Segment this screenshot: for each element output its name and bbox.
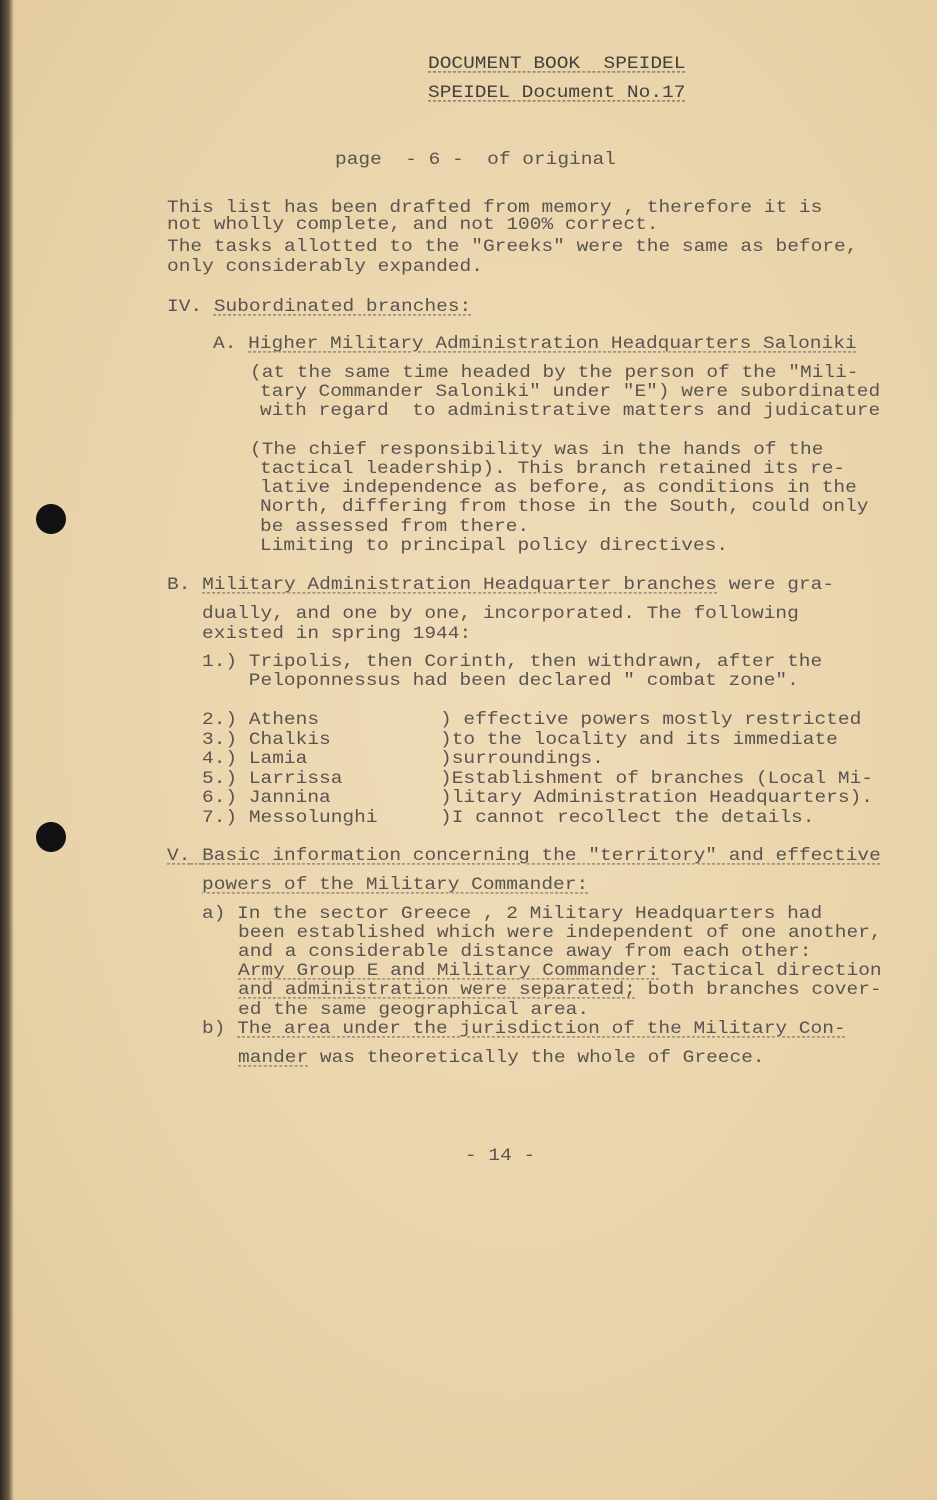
underlined-text: mander: [238, 1047, 309, 1068]
branch-item: [202, 769, 342, 787]
paragraph-line: dually, and one by one, incorporated. The following: [202, 603, 799, 624]
branch-place: Athens: [248, 709, 320, 730]
underlined-text: Army Group E and Military Commander:: [238, 960, 660, 981]
underlined-text: and administration were separated;: [238, 979, 636, 1000]
list-item-1: 1.) Tripolis, then Corinth, then withdrawn, after the: [202, 651, 823, 672]
branch-number: 5.): [202, 767, 238, 789]
paragraph-line: [238, 980, 882, 998]
punch-hole: [36, 822, 66, 852]
paragraph-line: North, differing from those in the South, could only: [260, 496, 869, 517]
paragraph-line: lative independence as before, as conditions in the: [260, 477, 857, 498]
paragraph-line: [238, 961, 882, 979]
branch-note: )litary Administration Headquarters).: [440, 787, 873, 808]
branch-number: 2.): [202, 709, 238, 730]
branch-item: [202, 749, 307, 767]
section-number: IV.: [167, 296, 203, 317]
item-text: Tactical direction: [659, 960, 882, 981]
branch-place: Lamia: [248, 748, 308, 769]
branch-item: [202, 730, 331, 748]
branch-place: Jannina: [248, 787, 331, 808]
subsection-title: Higher Military Administration Headquarters Saloniki: [248, 333, 857, 354]
branch-note: )Establishment of branches (Local Mi-: [440, 767, 873, 789]
branch-note: )to the locality and its immediate: [440, 728, 838, 749]
item-text: both branches cover-: [635, 979, 882, 1000]
branch-number: 4.): [202, 748, 238, 769]
page-reference: page - 6 - of original: [335, 149, 616, 170]
item-a: [202, 904, 822, 922]
intro-line: only considerably expanded.: [167, 256, 483, 277]
branch-note: )surroundings.: [440, 748, 604, 769]
paragraph-line: and a considerable distance away from each other:: [238, 941, 812, 962]
branch-place: Larrissa: [248, 767, 343, 789]
underlined-text: The area under the jurisdiction of the Military Con-: [237, 1018, 846, 1039]
branch-number: 3.): [202, 728, 238, 749]
branch-note: )I cannot recollect the details.: [440, 807, 815, 828]
paragraph-line: with regard to administrative matters and judicature: [260, 400, 881, 421]
item-text: In the sector Greece , 2 Military Headquarters had: [237, 903, 823, 924]
item-label: a): [202, 903, 226, 924]
paragraph-line: (The chief responsibility was in the hands of the: [250, 439, 824, 460]
item-text: was theoretically the whole of Greece.: [308, 1047, 765, 1068]
paragraph-line: existed in spring 1944:: [202, 623, 472, 644]
paragraph-line: (at the same time headed by the person of the "Mili-: [250, 362, 859, 383]
branch-item: [202, 808, 378, 826]
section-v-heading: [167, 846, 881, 864]
document-book-title: DOCUMENT BOOK SPEIDEL: [428, 53, 686, 74]
intro-line: not wholly complete, and not 100% correct.: [167, 214, 659, 235]
subsection-b-heading: [167, 575, 834, 593]
punch-hole: [36, 504, 66, 534]
intro-line: This list has been drafted from memory , therefore it is: [167, 197, 823, 218]
branch-number: 6.): [202, 787, 238, 808]
branch-note: ) effective powers mostly restricted: [440, 709, 862, 730]
paragraph-line: [238, 1048, 765, 1066]
subsection-title-rest: were gra-: [717, 574, 835, 595]
page-edge-shadow: [0, 0, 14, 1500]
paragraph-line: been established which were independent of one another,: [238, 922, 882, 943]
branch-place: Chalkis: [248, 728, 331, 749]
branch-item: [202, 788, 331, 806]
item-label: b): [202, 1018, 226, 1039]
branch-number: 7.): [202, 807, 238, 828]
subsection-a-heading: [213, 334, 857, 352]
section-title: Basic information concerning the "territory" and effective: [202, 845, 881, 866]
document-number: SPEIDEL Document No.17: [428, 82, 686, 103]
paragraph-line: tary Commander Saloniki" under "E") were subordinated: [260, 381, 881, 402]
paragraph-line: be assessed from there.: [260, 516, 530, 537]
branch-place: Messolunghi: [248, 807, 378, 828]
subsection-label: A.: [213, 333, 237, 354]
page-number: - 14 -: [465, 1145, 536, 1166]
branch-item: [202, 710, 319, 728]
paragraph-line: Limiting to principal policy directives.: [260, 535, 729, 556]
section-iv-heading: [167, 297, 471, 315]
item-b: [202, 1019, 846, 1037]
subsection-label: B.: [167, 574, 191, 595]
section-title-cont: powers of the Military Commander:: [202, 874, 589, 895]
paragraph-line: tactical leadership). This branch retained its re-: [260, 458, 846, 479]
section-title: Subordinated branches:: [213, 296, 472, 317]
section-number: V.: [167, 845, 191, 866]
subsection-title: Military Administration Headquarter branches: [202, 574, 717, 595]
paragraph-line: ed the same geographical area.: [238, 999, 590, 1020]
list-item-1-cont: Peloponnessus had been declared " combat zone".: [202, 670, 799, 691]
intro-line: The tasks allotted to the "Greeks" were the same as before,: [167, 236, 858, 257]
